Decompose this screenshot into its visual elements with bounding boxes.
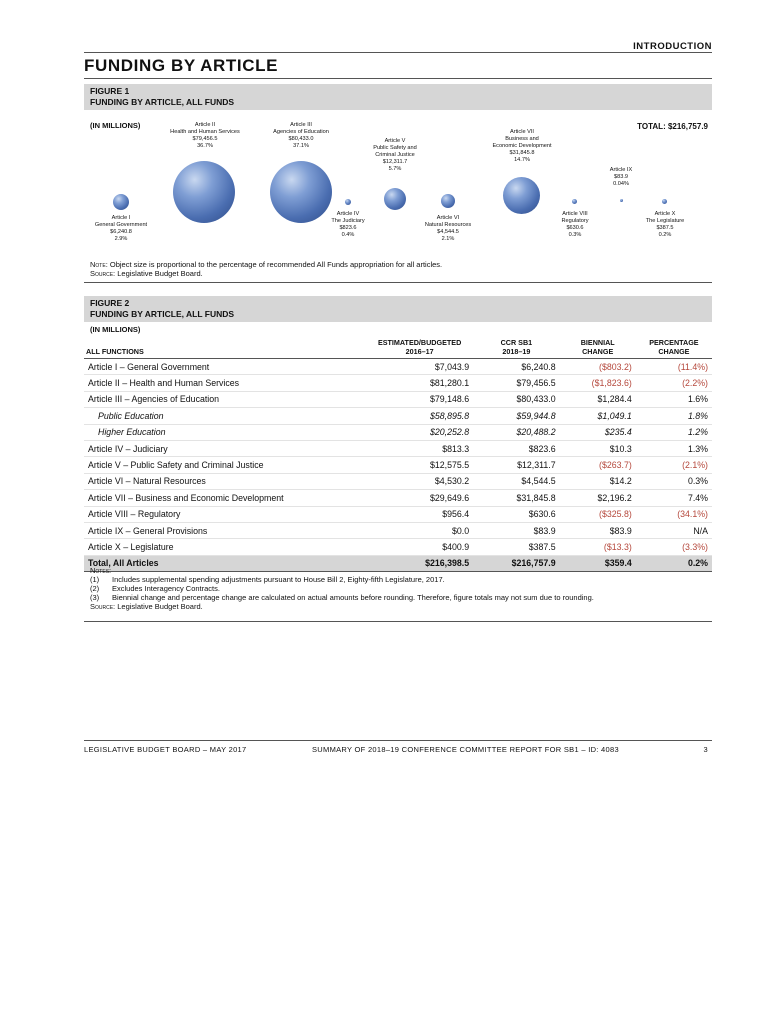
row-percentage-change: N/A bbox=[636, 522, 712, 538]
bubble-article-4 bbox=[345, 199, 351, 205]
row-estimated: $58,895.8 bbox=[366, 408, 473, 424]
bubble-article-5 bbox=[384, 188, 406, 210]
row-biennial-change: $14.2 bbox=[560, 473, 636, 489]
section-header: INTRODUCTION bbox=[633, 41, 712, 52]
row-biennial-change: $10.3 bbox=[560, 440, 636, 456]
row-percentage-change: 1.6% bbox=[636, 391, 712, 407]
figure2-header bbox=[84, 296, 712, 322]
table-row bbox=[84, 391, 712, 407]
bubble-article-8 bbox=[572, 199, 577, 204]
table-header-row bbox=[84, 338, 712, 359]
col-header-functions: ALL FUNCTIONS bbox=[84, 338, 366, 359]
table-row bbox=[84, 457, 712, 473]
figure1-units: (IN MILLIONS) bbox=[90, 121, 141, 130]
row-label: Article VIII – Regulatory bbox=[84, 506, 366, 522]
row-estimated: $7,043.9 bbox=[366, 359, 473, 375]
bubble-label-article-6: Article VI Natural Resources $4,544.5 2.1% bbox=[424, 215, 472, 242]
row-estimated: $29,649.6 bbox=[366, 490, 473, 506]
figure2-number: FIGURE 2 bbox=[90, 298, 130, 308]
row-biennial-change: ($325.8) bbox=[560, 506, 636, 522]
row-percentage-change: 0.3% bbox=[636, 473, 712, 489]
row-estimated: $813.3 bbox=[366, 440, 473, 456]
row-estimated: $12,575.5 bbox=[366, 457, 473, 473]
row-percentage-change: (3.3%) bbox=[636, 539, 712, 555]
bubble-label-article-9: Article IX $83.9 0.04% bbox=[609, 167, 633, 187]
row-label: Article VI – Natural Resources bbox=[84, 473, 366, 489]
row-ccr: $387.5 bbox=[473, 539, 559, 555]
total-percentage-change: 0.2% bbox=[636, 555, 712, 571]
bubble-article-2 bbox=[173, 161, 235, 223]
row-ccr: $823.6 bbox=[473, 440, 559, 456]
row-percentage-change: 7.4% bbox=[636, 490, 712, 506]
figure1-note-text: Object size is proportional to the percentage of recommended All Funds appropriation for all articles. bbox=[109, 260, 443, 269]
figure2-title: FUNDING BY ARTICLE, ALL FUNDS bbox=[90, 309, 235, 319]
row-label: Article X – Legislature bbox=[84, 539, 366, 555]
table-row bbox=[84, 440, 712, 456]
figure2-source bbox=[90, 602, 700, 611]
bubble-label-article-3: Article III Agencies of Education $80,433.0 37.1% bbox=[273, 122, 329, 149]
row-biennial-change: ($1,823.6) bbox=[560, 375, 636, 391]
page-title: FUNDING BY ARTICLE bbox=[84, 56, 279, 75]
figure1-number: FIGURE 1 bbox=[90, 86, 130, 96]
row-label: Article II – Health and Human Services bbox=[84, 375, 366, 391]
table-row bbox=[84, 490, 712, 506]
row-percentage-change: (34.1%) bbox=[636, 506, 712, 522]
figure2-notes bbox=[90, 566, 700, 611]
bubble-label-article-5: Article V Public Safety and Criminal Justice $12,311.7 5.7% bbox=[373, 138, 417, 172]
figure1-total: TOTAL: $216,757.9 bbox=[637, 122, 708, 131]
row-label: Article III – Agencies of Education bbox=[84, 391, 366, 407]
figure1-source-text: Legislative Budget Board. bbox=[117, 269, 203, 278]
figure1-title: FUNDING BY ARTICLE, ALL FUNDS bbox=[90, 97, 235, 107]
row-ccr: $59,944.8 bbox=[473, 408, 559, 424]
row-biennial-change: $2,196.2 bbox=[560, 490, 636, 506]
row-percentage-change: (2.2%) bbox=[636, 375, 712, 391]
row-estimated: $956.4 bbox=[366, 506, 473, 522]
figure1-note bbox=[90, 260, 442, 269]
funding-table bbox=[84, 338, 712, 572]
footer-rule bbox=[84, 740, 712, 741]
row-estimated: $4,530.2 bbox=[366, 473, 473, 489]
notes-label: Notes: bbox=[90, 566, 112, 575]
total-estimated: $216,398.5 bbox=[366, 555, 473, 571]
figure2-source-text: Legislative Budget Board. bbox=[117, 602, 203, 611]
figure1-source-label: Source: bbox=[90, 269, 116, 278]
row-biennial-change: ($13.3) bbox=[560, 539, 636, 555]
row-ccr: $31,845.8 bbox=[473, 490, 559, 506]
row-ccr: $6,240.8 bbox=[473, 359, 559, 375]
row-label: Article V – Public Safety and Criminal Justice bbox=[84, 457, 366, 473]
footer-page-number: 3 bbox=[703, 745, 708, 754]
row-biennial-change: ($803.2) bbox=[560, 359, 636, 375]
table-row bbox=[84, 375, 712, 391]
total-label: Total, All Articles bbox=[84, 555, 366, 571]
row-label: Article I – General Government bbox=[84, 359, 366, 375]
row-percentage-change: (11.4%) bbox=[636, 359, 712, 375]
row-percentage-change: (2.1%) bbox=[636, 457, 712, 473]
bubble-label-article-7: Article VII Business and Economic Development $31,845.8 14.7% bbox=[492, 129, 552, 163]
row-estimated: $0.0 bbox=[366, 522, 473, 538]
bubble-label-article-8: Article VIII Regulatory $630.6 0.3% bbox=[561, 211, 589, 238]
footer-center: SUMMARY OF 2018–19 CONFERENCE COMMITTEE REPORT FOR SB1 – ID: 4083 bbox=[312, 745, 619, 754]
note-item: (1) Includes supplemental spending adjustments pursuant to House Bill 2, Eighty-fifth Legislature, 2017. bbox=[90, 575, 445, 584]
row-label: Article IX – General Provisions bbox=[84, 522, 366, 538]
bubble-article-6 bbox=[441, 194, 455, 208]
row-label: Higher Education bbox=[84, 424, 366, 440]
total-ccr: $216,757.9 bbox=[473, 555, 559, 571]
row-biennial-change: $83.9 bbox=[560, 522, 636, 538]
col-header-biennial: BIENNIAL CHANGE bbox=[560, 338, 636, 359]
col-header-ccr: CCR SB1 2018–19 bbox=[473, 338, 559, 359]
total-biennial-change: $359.4 bbox=[560, 555, 636, 571]
table-row bbox=[84, 359, 712, 375]
row-ccr: $83.9 bbox=[473, 522, 559, 538]
bubble-article-10 bbox=[662, 199, 667, 204]
row-ccr: $630.6 bbox=[473, 506, 559, 522]
row-ccr: $4,544.5 bbox=[473, 473, 559, 489]
bubble-article-1 bbox=[113, 194, 129, 210]
figure1-note-label: Note: bbox=[90, 260, 108, 269]
figure2-source-label: Source: bbox=[90, 602, 116, 611]
row-ccr: $20,488.2 bbox=[473, 424, 559, 440]
bubble-label-article-10: Article X The Legislature $387.5 0.2% bbox=[645, 211, 685, 238]
col-header-estimated: ESTIMATED/BUDGETED 2016–17 bbox=[366, 338, 473, 359]
row-percentage-change: 1.2% bbox=[636, 424, 712, 440]
table-row bbox=[84, 408, 712, 424]
figure1-bottom-rule bbox=[84, 282, 712, 283]
row-ccr: $12,311.7 bbox=[473, 457, 559, 473]
row-estimated: $81,280.1 bbox=[366, 375, 473, 391]
table-row bbox=[84, 473, 712, 489]
figure1-bubble-chart bbox=[0, 0, 768, 260]
bubble-article-7 bbox=[503, 177, 540, 214]
note-item: (3) Biennial change and percentage change are calculated on actual amounts before rounding. Therefore, figure totals may not sum due to rounding. bbox=[90, 593, 594, 602]
figure2-bottom-rule bbox=[84, 621, 712, 622]
row-label: Public Education bbox=[84, 408, 366, 424]
table-row bbox=[84, 424, 712, 440]
row-ccr: $79,456.5 bbox=[473, 375, 559, 391]
row-biennial-change: $235.4 bbox=[560, 424, 636, 440]
bubble-label-article-4: Article IV The Judiciary $823.6 0.4% bbox=[331, 211, 365, 238]
bubble-article-9 bbox=[620, 199, 623, 202]
row-estimated: $20,252.8 bbox=[366, 424, 473, 440]
col-header-percentage: PERCENTAGE CHANGE bbox=[636, 338, 712, 359]
row-estimated: $400.9 bbox=[366, 539, 473, 555]
table-row bbox=[84, 522, 712, 538]
row-percentage-change: 1.8% bbox=[636, 408, 712, 424]
row-estimated: $79,148.6 bbox=[366, 391, 473, 407]
row-ccr: $80,433.0 bbox=[473, 391, 559, 407]
row-biennial-change: $1,284.4 bbox=[560, 391, 636, 407]
figure2-units: (IN MILLIONS) bbox=[90, 325, 141, 334]
table-row bbox=[84, 506, 712, 522]
figure1-source bbox=[90, 269, 203, 278]
table-row bbox=[84, 539, 712, 555]
bubble-label-article-1: Article I General Government $6,240.8 2.9% bbox=[94, 215, 148, 242]
row-label: Article IV – Judiciary bbox=[84, 440, 366, 456]
row-biennial-change: ($263.7) bbox=[560, 457, 636, 473]
row-percentage-change: 1.3% bbox=[636, 440, 712, 456]
bubble-label-article-2: Article II Health and Human Services $79,456.5 36.7% bbox=[170, 122, 240, 149]
note-item: (2) Excludes Interagency Contracts. bbox=[90, 584, 220, 593]
footer-left: LEGISLATIVE BUDGET BOARD – MAY 2017 bbox=[84, 745, 247, 754]
row-label: Article VII – Business and Economic Development bbox=[84, 490, 366, 506]
row-biennial-change: $1,049.1 bbox=[560, 408, 636, 424]
